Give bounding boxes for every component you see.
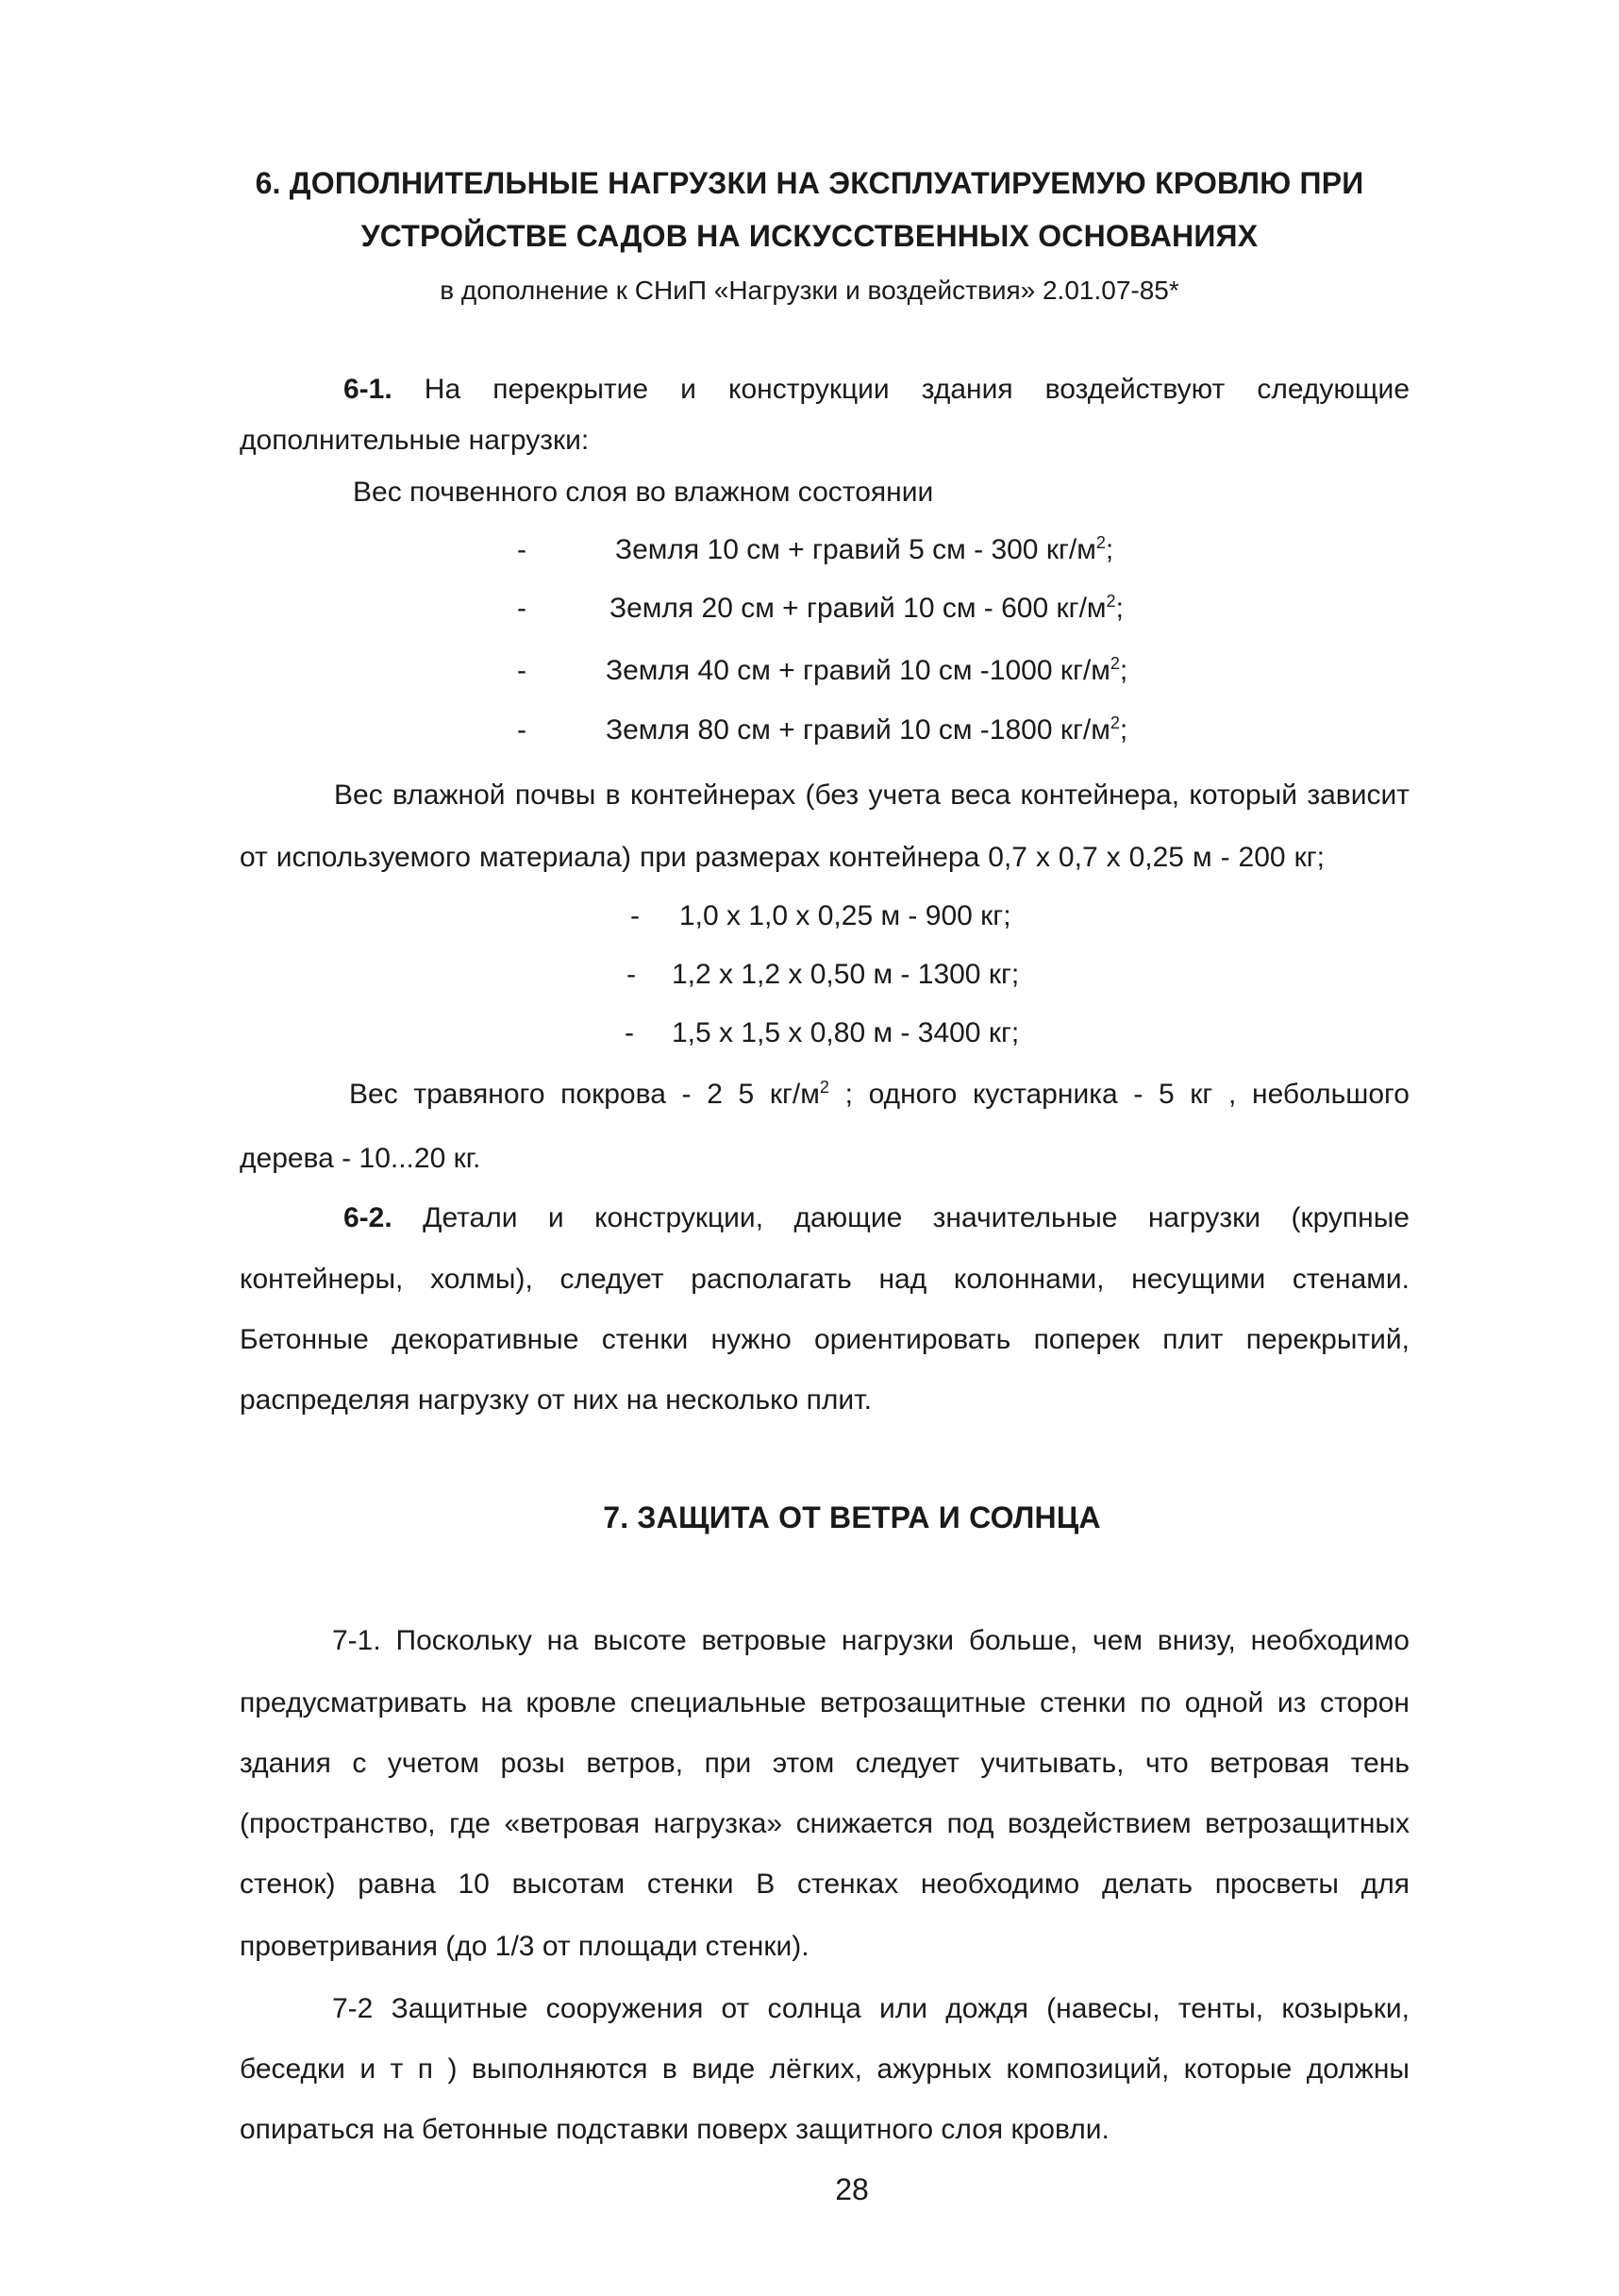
paragraph-7-1-line-1: 7-1. Поскольку на высоте ветровые нагрузки больше, чем внизу, необходимо [332,1625,1410,1656]
paragraph-7-2-line-3: опираться на бетонные подставки поверх защитного слоя кровли. [240,2114,1110,2145]
paragraph-7-2-line-1: 7-2 Защитные сооружения от солнца или дождя (навесы, тенты, козырьки, [332,1993,1410,2024]
paragraph-6-1-line-2: дополнительные нагрузки: [240,425,590,456]
containers-line-2: от используемого материала) при размерах контейнера 0,7 х 0,7 х 0,25 м - 200 кг; [240,842,1325,873]
paragraph-7-1-line-2: предусматривать на кровле специальные ветрозащитные стенки по одной из сторон [240,1687,1410,1718]
list-dash: - [517,534,526,565]
list-item: Земля 10 см + гравий 5 см - 300 $кг/м^2$; [615,533,1114,565]
paragraph-number: 7-1. [332,1625,381,1656]
paragraph-number: 6-1. [343,374,392,405]
list-item: Земля 80 см + гравий 10 см -1800 $кг/м^2$; [606,713,1128,746]
paragraph-6-2-line-3: Бетонные декоративные стенки нужно ориентировать поперек плит перекрытий, [240,1324,1410,1355]
list-item: Земля 20 см + гравий 10 см - 600 $кг/м^2$; [609,592,1124,624]
soil-weight-heading: Вес почвенного слоя во влажном состоянии [353,477,934,508]
containers-line-1: Вес влажной почвы в контейнерах (без учета веса контейнера, который зависит [334,779,1410,811]
list-item: 1,5 х 1,5 х 0,80 м - 3400 кг; [672,1017,1020,1048]
page-number: 28 [835,2172,869,2206]
list-item: Земля 40 см + гравий 10 см -1000 $кг/м^2$; [606,654,1128,686]
section-7-title: 7. ЗАЩИТА ОТ ВЕТРА И СОЛНЦА [603,1500,1101,1534]
section-6-subtitle: в дополнение к СНиП «Нагрузки и воздействия» 2.01.07-85* [440,276,1179,305]
paragraph-7-1-line-5: стенок) равна 10 высотам стенки В стенках необходимо делать просветы для [240,1869,1410,1900]
paragraph-7-1-line-4: (пространство, где «ветровая нагрузка» снижается под воздействием ветрозащитных [240,1808,1410,1839]
paragraph-7-2-line-2: беседки и т п ) выполняются в виде лёгких, ажурных композиций, которые должны [240,2053,1410,2085]
paragraph-6-2-line-2: контейнеры, холмы), следует располагать над колоннами, несущими стенами. [240,1264,1410,1295]
list-dash: - [630,900,640,931]
list-dash: - [517,714,526,746]
grass-line-1: Вес травяного покрова - 2 5 $кг/м^2$ ; одного кустарника - 5 кг , небольшого [349,1078,1410,1110]
section-6-title-line-2: УСТРОЙСТВЕ САДОВ НА ИСКУССТВЕННЫХ ОСНОВАНИЯХ [360,219,1259,253]
paragraph-6-1-line-1: 6-1. На перекрытие и конструкции здания воздействуют следующие [343,374,1410,405]
list-dash: - [625,1017,634,1048]
list-dash: - [626,959,636,990]
list-dash: - [517,655,526,686]
paragraph-6-2-line-1: 6-2. Детали и конструкции, дающие значительные нагрузки (крупные [343,1202,1410,1233]
list-dash: - [517,593,526,624]
list-item: 1,2 х 1,2 х 0,50 м - 1300 кг; [672,959,1020,990]
paragraph-7-1-line-3: здания с учетом розы ветров, при этом следует учитывать, что ветровая тень [240,1748,1410,1779]
paragraph-7-1-line-6: проветривания (до 1/3 от площади стенки). [240,1931,810,1962]
list-item: 1,0 х 1,0 х 0,25 м - 900 кг; [679,900,1011,931]
section-6-title-line-1: 6. ДОПОЛНИТЕЛЬНЫЕ НАГРУЗКИ НА ЭКСПЛУАТИРУЕМУЮ КРОВЛЮ ПРИ [255,166,1364,200]
paragraph-number: 6-2. [343,1202,392,1233]
paragraph-6-2-line-4: распределяя нагрузку от них на несколько плит. [240,1384,872,1416]
paragraph-number: 7-2 [332,1993,374,2024]
grass-line-2: дерева - 10...20 кг. [240,1143,481,1174]
